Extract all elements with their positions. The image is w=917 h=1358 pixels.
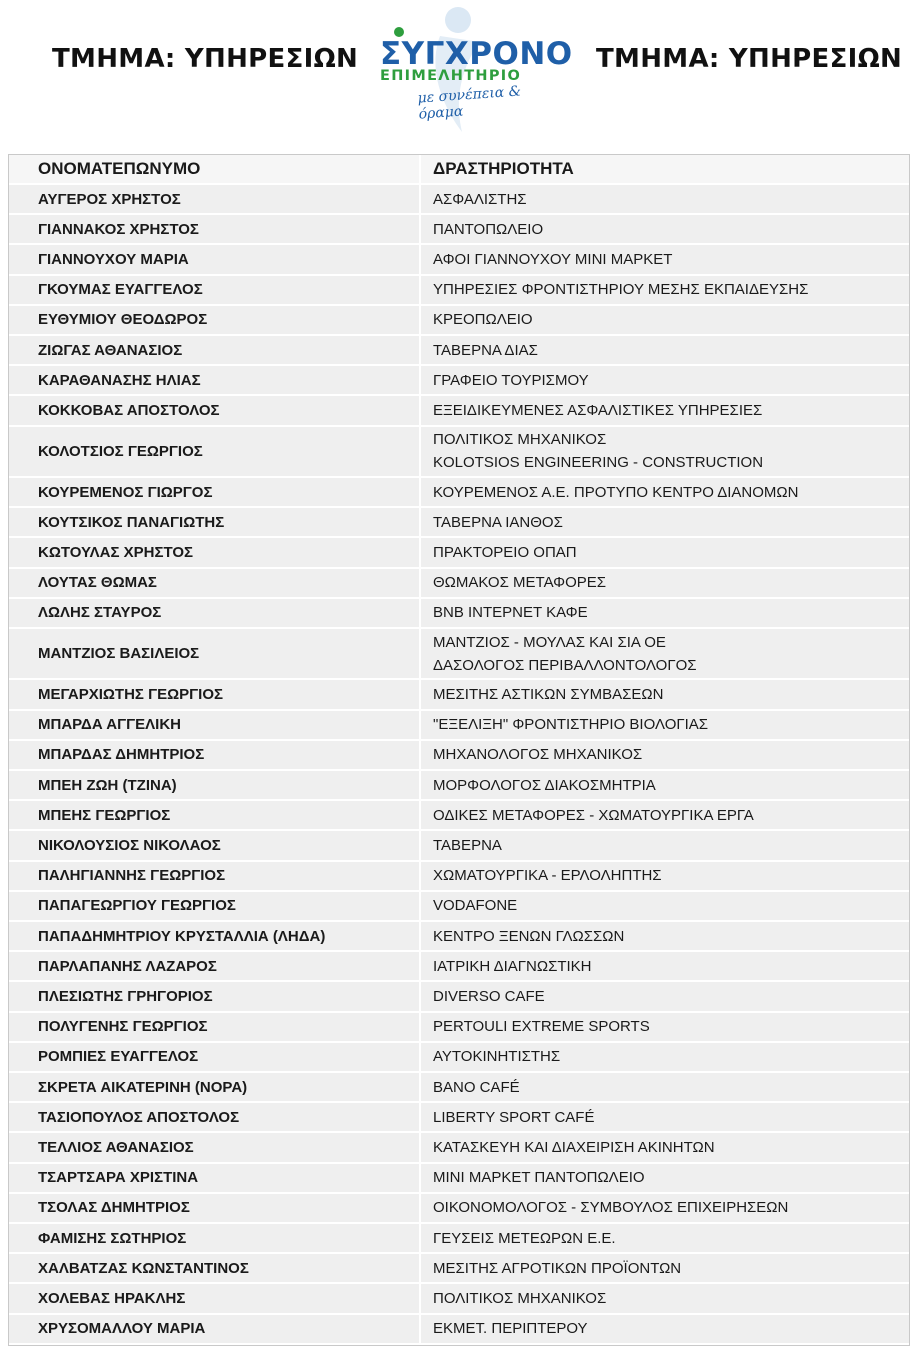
activity-line: ΙΑΤΡΙΚΗ ΔΙΑΓΝΩΣΤΙΚΗ [433, 957, 592, 975]
table-row [9, 508, 909, 538]
activity-line: BANO CAFÉ [433, 1078, 520, 1096]
activity-line: BNB INTEPNET ΚΑΦΕ [433, 604, 588, 622]
table-header-row [9, 155, 909, 185]
member-name: ΛΩΛΗΣ ΣΤΑΥΡΟΣ [9, 599, 419, 627]
member-activity [421, 1013, 909, 1041]
table-row [9, 1284, 909, 1314]
activity-line: ΤΑΒΕΡΝΑ ΔΙΑΣ [433, 341, 538, 359]
table-row [9, 1254, 909, 1284]
activity-line: ΑΦΟΙ ΓΙΑΝΝΟΥΧΟΥ ΜΙΝΙ ΜΑΡΚΕΤ [433, 251, 673, 268]
member-activity [421, 629, 909, 678]
table-row [9, 982, 909, 1012]
table-row [9, 1133, 909, 1163]
table-row [9, 336, 909, 366]
activity-line: ΟΔΙΚΕΣ ΜΕΤΑΦΟΡΕΣ - ΧΩΜΑΤΟΥΡΓΙΚΑ ΕΡΓΑ [433, 806, 754, 824]
activity-line: ΘΩΜΑΚΟΣ ΜΕΤΑΦΟΡΕΣ [433, 574, 607, 592]
member-activity [421, 1164, 909, 1192]
activity-line: ΠΟΛΙΤΙΚΟΣ ΜΗΧΑΝΙΚΟΣ [433, 431, 607, 449]
activity-line: ΜΑΝΤΖΙΟΣ - ΜΟΥΛΑΣ ΚΑΙ ΣΙΑ ΟΕ [433, 633, 666, 651]
activity-line: ΤΑΒΕΡΝΑ [433, 836, 502, 854]
member-name: ΜΕΓΑΡΧΙΩΤΗΣ ΓΕΩΡΓΙΟΣ [9, 680, 419, 708]
member-activity [421, 801, 909, 829]
member-name: ΦΑΜΙΣΗΣ ΣΩΤΗΡΙΟΣ [9, 1224, 419, 1252]
activity-line: ΜΕΣΙΤΗΣ ΑΣΤΙΚΩΝ ΣΥΜΒΑΣΕΩΝ [433, 685, 664, 703]
table-row [9, 569, 909, 599]
member-name: ΚΟΛΟΤΣΙΟΣ ΓΕΩΡΓΙΟΣ [9, 427, 419, 476]
member-name: ΣΚΡΕΤΑ ΑΙΚΑΤΕΡΙΝΗ (ΝΟΡΑ) [9, 1073, 419, 1101]
activity-line: ΠΡΑΚΤΟΡΕΙΟ ΟΠΑΠ [433, 543, 577, 561]
member-activity [421, 336, 909, 364]
member-activity [421, 1224, 909, 1252]
table-row [9, 831, 909, 861]
activity-line: ΟΙΚΟΝΟΜΟΛΟΓΟΣ - ΣΥΜΒΟΥΛΟΣ ΕΠΙΧΕΙΡΗΣΕΩΝ [433, 1199, 789, 1217]
logo-tagline: με συνέπεια & όραμα [417, 83, 522, 123]
member-name: ΚΟΥΡΕΜΕΝΟΣ ΓΙΩΡΓΟΣ [9, 478, 419, 506]
table-row [9, 922, 909, 952]
table-row [9, 396, 909, 426]
table-row [9, 427, 909, 478]
member-activity [421, 1315, 909, 1343]
member-name: ΠΑΠΑΔΗΜΗΤΡΙΟΥ ΚΡΥΣΤΑΛΛΙΑ (ΛΗΔΑ) [9, 922, 419, 950]
member-activity [421, 569, 909, 597]
member-activity [421, 478, 909, 506]
activity-line: ΕΞΕΙΔΙΚΕΥΜΕΝΕΣ ΑΣΦΑΛΙΣΤΙΚΕΣ ΥΠΗΡΕΣΙΕΣ [433, 402, 763, 420]
members-table [8, 154, 910, 1346]
activity-line: VODAFONE [433, 897, 518, 915]
activity-line: ΚΡΕΟΠΩΛΕΙΟ [433, 311, 533, 329]
activity-line: ΚΑΤΑΣΚΕΥΗ ΚΑΙ ΔΙΑΧΕΙΡΙΣΗ ΑΚΙΝΗΤΩΝ [433, 1139, 715, 1156]
member-activity [421, 396, 909, 424]
table-row [9, 185, 909, 215]
table-row [9, 478, 909, 508]
activity-line: ΧΩΜΑΤΟΥΡΓΙΚΑ - ΕΡΛΟΛΗΠΤΗΣ [433, 867, 662, 885]
member-activity [421, 1103, 909, 1131]
activity-line: ΜΗΧΑΝΟΛΟΓΟΣ ΜΗΧΑΝΙΚΟΣ [433, 746, 643, 764]
member-activity [421, 892, 909, 920]
table-row [9, 1073, 909, 1103]
department-title-left: ΤΜΗΜΑ: ΥΠΗΡΕΣΙΩΝ [52, 44, 359, 74]
member-activity [421, 366, 909, 394]
member-activity [421, 1194, 909, 1222]
member-name: ΧΑΛΒΑΤΖΑΣ ΚΩΝΣΤΑΝΤΙΝΟΣ [9, 1254, 419, 1282]
table-row [9, 1043, 909, 1073]
member-activity [421, 215, 909, 243]
activity-line: ΚΟΥΡΕΜΕΝΟΣ Α.Ε. ΠΡΟΤΥΠΟ ΚΕΝΤΡΟ ΔΙΑΝΟΜΩΝ [433, 483, 799, 501]
table-row [9, 801, 909, 831]
chamber-logo [370, 2, 573, 142]
member-activity [421, 741, 909, 769]
column-header-name: ΟΝΟΜΑΤΕΠΩΝΥΜΟ [9, 155, 419, 183]
member-activity [421, 680, 909, 708]
member-name: ΕΥΘΥΜΙΟΥ ΘΕΟΔΩΡΟΣ [9, 306, 419, 334]
member-name: ΚΟΥΤΣΙΚΟΣ ΠΑΝΑΓΙΩΤΗΣ [9, 508, 419, 536]
member-activity [421, 982, 909, 1010]
member-name: ΠΟΛΥΓΕΝΗΣ ΓΕΩΡΓΙΟΣ [9, 1013, 419, 1041]
activity-line: ΓΕΥΣΕΙΣ ΜΕΤΕΩΡΩΝ Ε.Ε. [433, 1229, 616, 1247]
table-row [9, 1224, 909, 1254]
table-row [9, 1013, 909, 1043]
member-name: ΜΑΝΤΖΙΟΣ ΒΑΣΙΛΕΙΟΣ [9, 629, 419, 678]
member-name: ΓΙΑΝΝΟΥΧΟΥ ΜΑΡΙΑ [9, 245, 419, 273]
table-row [9, 892, 909, 922]
table-row [9, 741, 909, 771]
table-row [9, 245, 909, 275]
table-row [9, 952, 909, 982]
member-activity [421, 599, 909, 627]
table-row [9, 1103, 909, 1133]
member-name: ΛΟΥΤΑΣ ΘΩΜΑΣ [9, 569, 419, 597]
table-row [9, 599, 909, 629]
member-activity [421, 711, 909, 739]
table-row [9, 711, 909, 741]
table-row [9, 771, 909, 801]
activity-line: ΑΥΤΟΚΙΝΗΤΙΣΤΗΣ [433, 1048, 561, 1066]
member-name: ΚΩΤΟΥΛΑΣ ΧΡΗΣΤΟΣ [9, 538, 419, 566]
member-name: ΓΚΟΥΜΑΣ ΕΥΑΓΓΕΛΟΣ [9, 276, 419, 304]
logo-subtitle: ΕΠΙΜΕΛΗΤΗΡΙΟ [380, 68, 522, 84]
activity-line: ΑΣΦΑΛΙΣΤΗΣ [433, 190, 527, 208]
activity-line: ΓΡΑΦΕΙΟ ΤΟΥΡΙΣΜΟΥ [433, 371, 589, 389]
member-name: ΚΑΡΑΘΑΝΑΣΗΣ ΗΛΙΑΣ [9, 366, 419, 394]
member-activity [421, 1073, 909, 1101]
member-activity [421, 1254, 909, 1282]
activity-line: ΔΑΣΟΛΟΓΟΣ ΠΕΡΙΒΑΛΛΟΝΤΟΛΟΓΟΣ [433, 656, 697, 674]
member-name: ΑΥΓΕΡΟΣ ΧΡΗΣΤΟΣ [9, 185, 419, 213]
member-activity [421, 538, 909, 566]
table-row [9, 680, 909, 710]
table-row [9, 538, 909, 568]
activity-line: KOLOTSIOS ENGINEERING - CONSTRUCTION [433, 454, 764, 472]
activity-line: ΥΠΗΡΕΣΙΕΣ ΦΡΟΝΤΙΣΤΗΡΙΟΥ ΜΕΣΗΣ ΕΚΠΑΙΔΕΥΣΗΣ [433, 281, 809, 299]
member-activity [421, 1043, 909, 1071]
member-activity [421, 952, 909, 980]
member-activity [421, 831, 909, 859]
table-row [9, 1164, 909, 1194]
member-name: ΠΛΕΣΙΩΤΗΣ ΓΡΗΓΟΡΙΟΣ [9, 982, 419, 1010]
member-name: ΓΙΑΝΝΑΚΟΣ ΧΡΗΣΤΟΣ [9, 215, 419, 243]
activity-line: LIBERTY SPORT CAFÉ [433, 1108, 595, 1126]
activity-line: ΠΑΝΤΟΠΩΛΕΙΟ [433, 220, 544, 238]
activity-line: PERTOULI EXTREME SPORTS [433, 1018, 650, 1036]
table-row [9, 862, 909, 892]
member-activity [421, 862, 909, 890]
member-activity [421, 1133, 909, 1161]
table-row [9, 276, 909, 306]
table-row [9, 1194, 909, 1224]
activity-line: ΜΕΣΙΤΗΣ ΑΓΡΟΤΙΚΩΝ ΠΡΟΪΟΝΤΩΝ [433, 1259, 682, 1277]
member-name: ΜΠΑΡΔΑΣ ΔΗΜΗΤΡΙΟΣ [9, 741, 419, 769]
member-name: ΧΟΛΕΒΑΣ ΗΡΑΚΛΗΣ [9, 1284, 419, 1312]
activity-line: ΕΚΜΕΤ. ΠΕΡΙΠΤΕΡΟΥ [433, 1320, 588, 1338]
member-name: ΧΡΥΣΟΜΑΛΛΟΥ ΜΑΡΙΑ [9, 1315, 419, 1343]
column-header-activity: ΔΡΑΣΤΗΡΙΟΤΗΤΑ [421, 155, 909, 183]
member-name: ΤΣΟΛΑΣ ΔΗΜΗΤΡΙΟΣ [9, 1194, 419, 1222]
table-row [9, 306, 909, 336]
member-activity [421, 276, 909, 304]
logo-title: ΣΥΓΧΡΟΝΟ [380, 36, 573, 72]
activity-line: ΜΙΝΙ ΜΑΡΚΕΤ ΠΑΝΤΟΠΩΛΕΙΟ [433, 1169, 645, 1187]
member-activity [421, 771, 909, 799]
member-activity [421, 508, 909, 536]
activity-line: ΠΟΛΙΤΙΚΟΣ ΜΗΧΑΝΙΚΟΣ [433, 1290, 607, 1308]
activity-line: ΚΕΝΤΡΟ ΞΕΝΩΝ ΓΛΩΣΣΩΝ [433, 927, 625, 945]
member-name: ΤΑΣΙΟΠΟΥΛΟΣ ΑΠΟΣΤΟΛΟΣ [9, 1103, 419, 1131]
member-activity [421, 185, 909, 213]
member-name: ΖΙΩΓΑΣ ΑΘΑΝΑΣΙΟΣ [9, 336, 419, 364]
activity-line: ΜΟΡΦΟΛΟΓΟΣ ΔΙΑΚΟΣΜΗΤΡΙΑ [433, 776, 656, 794]
member-name: ΤΣΑΡΤΣΑΡΑ ΧΡΙΣΤΙΝΑ [9, 1164, 419, 1192]
table-row [9, 629, 909, 680]
member-name: ΜΠΕΗΣ ΓΕΩΡΓΙΟΣ [9, 801, 419, 829]
activity-line: ΤΑΒΕΡΝΑ ΙΑΝΘΟΣ [433, 513, 563, 531]
member-activity [421, 306, 909, 334]
member-name: ΠΑΠΑΓΕΩΡΓΙΟΥ ΓΕΩΡΓΙΟΣ [9, 892, 419, 920]
member-name: ΝΙΚΟΛΟΥΣΙΟΣ ΝΙΚΟΛΑΟΣ [9, 831, 419, 859]
member-name: ΠΑΡΛΑΠΑΝΗΣ ΛΑΖΑΡΟΣ [9, 952, 419, 980]
activity-line: "ΕΞΕΛΙΞΗ" ΦΡΟΝΤΙΣΤΗΡΙΟ ΒΙΟΛΟΓΙΑΣ [433, 716, 709, 734]
table-row [9, 1315, 909, 1345]
member-activity [421, 922, 909, 950]
member-name: ΜΠΕΗ ΖΩΗ (ΤΖΙΝΑ) [9, 771, 419, 799]
member-name: ΠΑΛΗΓΙΑΝΝΗΣ ΓΕΩΡΓΙΟΣ [9, 862, 419, 890]
table-row [9, 215, 909, 245]
department-title-right: ΤΜΗΜΑ: ΥΠΗΡΕΣΙΩΝ [596, 44, 903, 74]
table-row [9, 366, 909, 396]
member-name: ΡΟΜΠΙΕΣ ΕΥΑΓΓΕΛΟΣ [9, 1043, 419, 1071]
member-activity [421, 1284, 909, 1312]
member-activity [421, 427, 909, 476]
member-name: ΜΠΑΡΔΑ ΑΓΓΕΛΙΚΗ [9, 711, 419, 739]
document-header [0, 0, 917, 150]
member-name: ΤΕΛΛΙΟΣ ΑΘΑΝΑΣΙΟΣ [9, 1133, 419, 1161]
activity-line: DIVERSO CAFE [433, 987, 545, 1005]
member-activity [421, 245, 909, 273]
member-name: ΚΟΚΚΟΒΑΣ ΑΠΟΣΤΟΛΟΣ [9, 396, 419, 424]
